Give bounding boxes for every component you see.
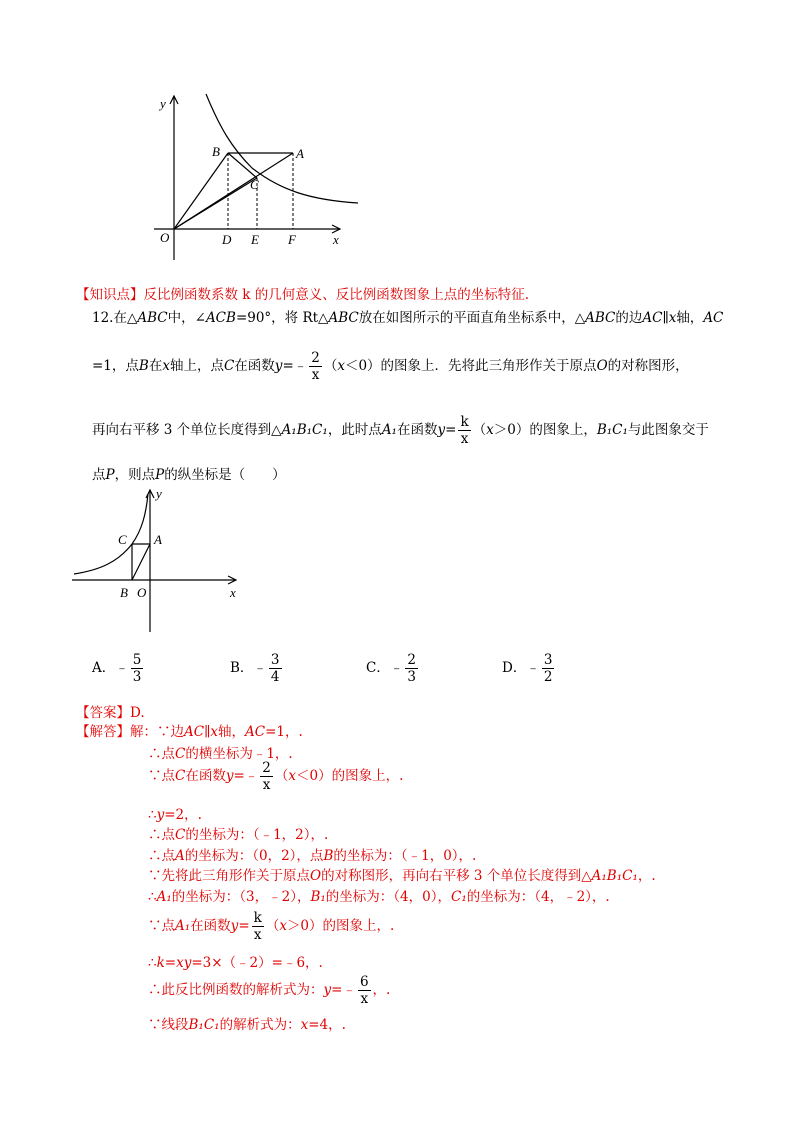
- solution-line-9: ∴k=xy=3×（﹣2）=﹣6，.: [148, 955, 323, 971]
- solution-line-11: ∵线段B₁C₁的解析式为：x=4，.: [148, 1017, 346, 1033]
- choice-d[interactable]: D．﹣ $\frac{3}{2}$: [502, 652, 553, 685]
- choice-c[interactable]: C．﹣ $\frac{2}{3}$: [366, 652, 416, 685]
- fig1-label-x: x: [333, 232, 339, 247]
- choice-b[interactable]: B．﹣ $\frac{3}{4}$: [230, 652, 280, 685]
- solution-line-4: ∴点C的坐标为：（﹣1，2），.: [148, 827, 329, 843]
- answer-value: D.: [130, 705, 145, 721]
- solution-line-1: ∴点C的横坐标为﹣1，.: [148, 746, 293, 762]
- question-line-2: =1，点B在x轴上，点C在函数y=﹣ $\frac{2}{x}$ （x＜0）的图象上．先将此三角形作关于原点O的对称图形，: [92, 350, 689, 383]
- fig1-label-D: D: [222, 232, 232, 247]
- fig1-label-O: O: [160, 230, 170, 245]
- fig1-label-F: F: [288, 232, 296, 247]
- question-number: 12.: [92, 310, 114, 326]
- figure-1: [140, 88, 370, 268]
- fraction-k-over-x: $\frac{k}{x}$: [460, 414, 469, 447]
- fig1-label-A: A: [296, 146, 304, 161]
- fig2-label-B: B: [120, 585, 128, 600]
- knowledge-point: [76, 286, 529, 304]
- solution-line-5: ∴点A的坐标为：（0，2），点B的坐标为：（﹣1，0），.: [148, 848, 477, 864]
- solution-tag: 【解答】: [76, 724, 130, 740]
- fig2-hyperbola: [74, 494, 148, 574]
- knowledge-text: 反比例函数系数 k 的几何意义、反比例函数图象上点的坐标特征.: [143, 287, 530, 303]
- question-line-1: 12.在△ABC中，∠ACB=90°，将 Rt△ABC放在如图所示的平面直角坐标系中，△ABC的边AC∥x轴，AC: [92, 310, 724, 326]
- answer-tag: 【答案】: [76, 705, 130, 721]
- knowledge-tag: 【知识点】: [76, 287, 144, 303]
- solution-line-0: 【解答】解：∵边AC∥x轴，AC=1，.: [76, 724, 303, 740]
- answer: [76, 704, 145, 722]
- fig2-label-C: C: [118, 532, 127, 547]
- fig1-segment-OB: [174, 153, 228, 229]
- solution-line-6: ∵先将此三角形作关于原点O的对称图形，再向右平移 3 个单位长度得到△A₁B₁C₁，.: [148, 868, 656, 884]
- fig1-label-C: C: [250, 177, 259, 192]
- solution-line-7: ∴A₁的坐标为：（3，﹣2），B₁的坐标为：（4，0），C₁的坐标为：（4，﹣2），.: [148, 889, 610, 905]
- fig2-label-y: y: [156, 486, 162, 501]
- fig1-label-E: E: [251, 232, 259, 247]
- solution-line-8: ∵点A₁在函数y= $\frac{k}{x}$ （x＞0）的图象上，.: [148, 910, 395, 943]
- question-line-4: 点P，则点P的纵坐标是（ ）: [92, 467, 286, 483]
- fig1-label-y: y: [160, 96, 166, 111]
- fig2-label-x: x: [230, 585, 236, 600]
- solution-line-3: ∴y=2，.: [148, 807, 202, 823]
- fig1-segment-BC: [228, 153, 257, 178]
- solution-line-10: ∴此反比例函数的解析式为：y=﹣ $\frac{6}{x}$ ，.: [148, 974, 391, 1007]
- fraction-2-over-x: $\frac{2}{x}$: [311, 350, 320, 383]
- fig1-label-B: B: [212, 144, 220, 159]
- fig1-hyperbola: [206, 94, 358, 203]
- question-line-3: 再向右平移 3 个单位长度得到△A₁B₁C₁，此时点A₁在函数y= $\frac{k}{x}$ （x＞0）的图象上，B₁C₁与此图象交于: [92, 414, 709, 447]
- fig2-label-A: A: [154, 532, 162, 547]
- fig2-label-O: O: [137, 585, 147, 600]
- fig2-segment-AB: [132, 544, 150, 580]
- solution-line-2: ∵点C在函数y=﹣ $\frac{2}{x}$ （x＜0）的图象上，.: [148, 760, 404, 793]
- figure-2: [70, 484, 250, 639]
- fig1-segment-OC: [174, 178, 257, 229]
- choice-a[interactable]: A．﹣ $\frac{5}{3}$: [92, 652, 142, 685]
